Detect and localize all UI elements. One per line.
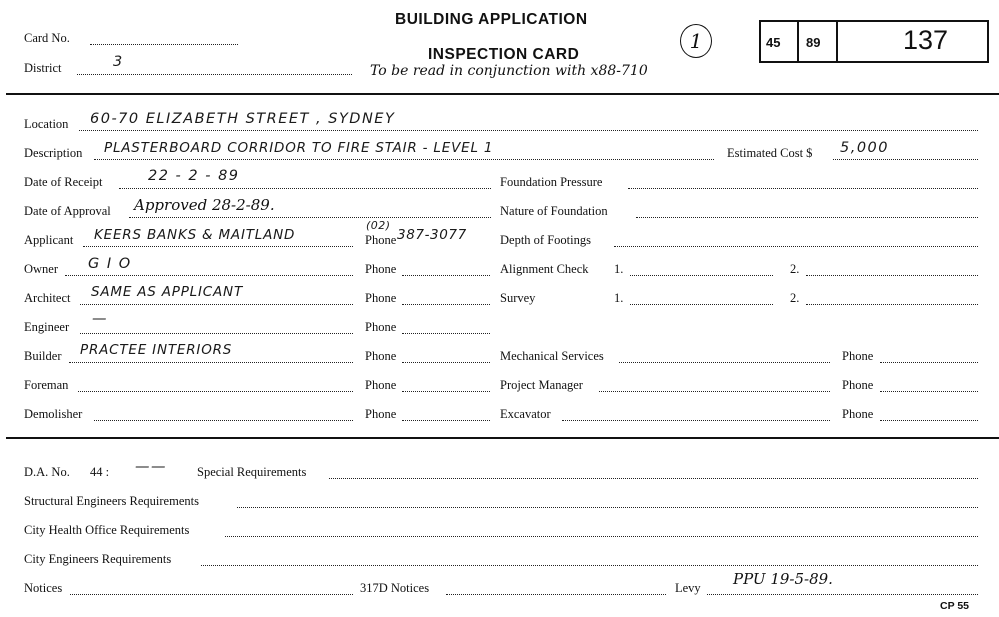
alignment-1-label: 1. xyxy=(614,262,624,276)
foreman-field[interactable] xyxy=(78,391,353,392)
applicant-phone-prefix: (02) xyxy=(366,219,391,232)
card-no-field[interactable] xyxy=(90,44,238,45)
applicant-label: Applicant xyxy=(24,233,74,247)
demolisher-phone-label: Phone xyxy=(365,407,397,421)
location-field[interactable] xyxy=(79,130,978,131)
foreman-phone-field[interactable] xyxy=(402,391,490,392)
health-req-field[interactable] xyxy=(225,536,978,537)
project-manager-phone-field[interactable] xyxy=(880,391,978,392)
box-divider-2 xyxy=(836,20,838,63)
applicant-phone-label: Phone xyxy=(365,233,397,247)
levy-field[interactable] xyxy=(707,594,978,595)
date-approval-value: Approved 28-2-89. xyxy=(134,196,275,214)
demolisher-field[interactable] xyxy=(94,420,353,421)
district-value: 3 xyxy=(113,54,124,70)
foundation-pressure-field[interactable] xyxy=(628,188,978,189)
circled-number-value: 1 xyxy=(689,29,703,53)
project-manager-phone-label: Phone xyxy=(842,378,874,392)
location-value: 60-70 ELIZABETH STREET , SYDNEY xyxy=(90,111,396,127)
city-eng-req-field[interactable] xyxy=(201,565,978,566)
description-field[interactable] xyxy=(94,159,714,160)
project-manager-field[interactable] xyxy=(599,391,830,392)
architect-field[interactable] xyxy=(80,304,353,305)
foundation-pressure-label: Foundation Pressure xyxy=(500,175,603,189)
architect-phone-field[interactable] xyxy=(402,304,490,305)
date-receipt-value: 22 - 2 - 89 xyxy=(148,168,240,184)
district-field[interactable] xyxy=(77,74,352,75)
date-approval-label: Date of Approval xyxy=(24,204,111,218)
structural-req-label: Structural Engineers Requirements xyxy=(24,494,199,508)
demolisher-phone-field[interactable] xyxy=(402,420,490,421)
owner-value: G I O xyxy=(88,256,132,272)
da-label: D.A. No. xyxy=(24,465,70,479)
form-title-line1: BUILDING APPLICATION xyxy=(395,11,588,28)
special-req-field[interactable] xyxy=(329,478,978,479)
da-prefix: 44 : xyxy=(90,465,110,479)
applicant-value: KEERS BANKS & MAITLAND xyxy=(94,227,296,243)
levy-value: PPU 19-5-89. xyxy=(733,570,833,588)
city-eng-req-label: City Engineers Requirements xyxy=(24,552,172,566)
alignment-1-field[interactable] xyxy=(630,275,773,276)
architect-value: SAME AS APPLICANT xyxy=(91,284,243,300)
mechanical-phone-field[interactable] xyxy=(880,362,978,363)
box-number-value: 137 xyxy=(903,25,949,55)
handwritten-note: To be read in conjunction with x88-710 xyxy=(370,63,648,79)
notices-317d-label: 317D Notices xyxy=(360,581,430,595)
survey-1-field[interactable] xyxy=(630,304,773,305)
engineer-phone-label: Phone xyxy=(365,320,397,334)
box-left-value: 45 xyxy=(766,35,781,50)
excavator-field[interactable] xyxy=(562,420,830,421)
card-no-label: Card No. xyxy=(24,31,70,45)
notices-field[interactable] xyxy=(70,594,353,595)
date-receipt-label: Date of Receipt xyxy=(24,175,103,189)
nature-foundation-label: Nature of Foundation xyxy=(500,204,608,218)
excavator-label: Excavator xyxy=(500,407,551,421)
owner-label: Owner xyxy=(24,262,59,276)
da-value: —— xyxy=(135,459,167,475)
special-req-label: Special Requirements xyxy=(197,465,307,479)
builder-value: PRACTEE INTERIORS xyxy=(80,342,233,358)
alignment-2-label: 2. xyxy=(790,262,800,276)
builder-label: Builder xyxy=(24,349,62,363)
estimated-cost-field[interactable] xyxy=(833,159,978,160)
mechanical-phone-label: Phone xyxy=(842,349,874,363)
description-label: Description xyxy=(24,146,83,160)
builder-phone-field[interactable] xyxy=(402,362,490,363)
mechanical-field[interactable] xyxy=(619,362,830,363)
notices-317d-field[interactable] xyxy=(446,594,666,595)
circled-number xyxy=(680,24,712,58)
form-title-line2: INSPECTION CARD xyxy=(428,46,580,63)
depth-footings-field[interactable] xyxy=(614,246,978,247)
project-manager-label: Project Manager xyxy=(500,378,583,392)
survey-label: Survey xyxy=(500,291,536,305)
location-label: Location xyxy=(24,117,69,131)
survey-2-field[interactable] xyxy=(806,304,978,305)
owner-phone-label: Phone xyxy=(365,262,397,276)
footer-code: CP 55 xyxy=(940,600,969,612)
engineer-phone-field[interactable] xyxy=(402,333,490,334)
health-req-label: City Health Office Requirements xyxy=(24,523,190,537)
description-value: PLASTERBOARD CORRIDOR TO FIRE STAIR - LEVEL 1 xyxy=(104,140,494,156)
estimated-cost-label: Estimated Cost $ xyxy=(727,146,813,160)
middle-rule xyxy=(6,437,999,439)
alignment-check-label: Alignment Check xyxy=(500,262,589,276)
date-approval-field[interactable] xyxy=(129,217,491,218)
architect-label: Architect xyxy=(24,291,71,305)
district-label: District xyxy=(24,61,62,75)
builder-field[interactable] xyxy=(69,362,353,363)
top-rule xyxy=(6,93,999,95)
foreman-phone-label: Phone xyxy=(365,378,397,392)
notices-label: Notices xyxy=(24,581,63,595)
survey-2-label: 2. xyxy=(790,291,800,305)
engineer-label: Engineer xyxy=(24,320,70,334)
applicant-phone-value: 387-3077 xyxy=(397,227,467,243)
alignment-2-field[interactable] xyxy=(806,275,978,276)
owner-phone-field[interactable] xyxy=(402,275,490,276)
engineer-field[interactable] xyxy=(80,333,353,334)
box-divider-1 xyxy=(797,20,799,63)
architect-phone-label: Phone xyxy=(365,291,397,305)
mechanical-label: Mechanical Services xyxy=(500,349,604,363)
nature-foundation-field[interactable] xyxy=(636,217,978,218)
excavator-phone-label: Phone xyxy=(842,407,874,421)
survey-1-label: 1. xyxy=(614,291,624,305)
estimated-cost-value: 5,000 xyxy=(840,140,890,156)
applicant-field[interactable] xyxy=(83,246,353,247)
engineer-value: — xyxy=(92,311,108,327)
levy-label: Levy xyxy=(675,581,701,595)
depth-footings-label: Depth of Footings xyxy=(500,233,591,247)
owner-field[interactable] xyxy=(65,275,353,276)
foreman-label: Foreman xyxy=(24,378,69,392)
demolisher-label: Demolisher xyxy=(24,407,83,421)
card-number-box xyxy=(759,20,989,63)
builder-phone-label: Phone xyxy=(365,349,397,363)
structural-req-field[interactable] xyxy=(237,507,978,508)
box-mid-value: 89 xyxy=(806,35,821,50)
excavator-phone-field[interactable] xyxy=(880,420,978,421)
date-receipt-field[interactable] xyxy=(119,188,491,189)
